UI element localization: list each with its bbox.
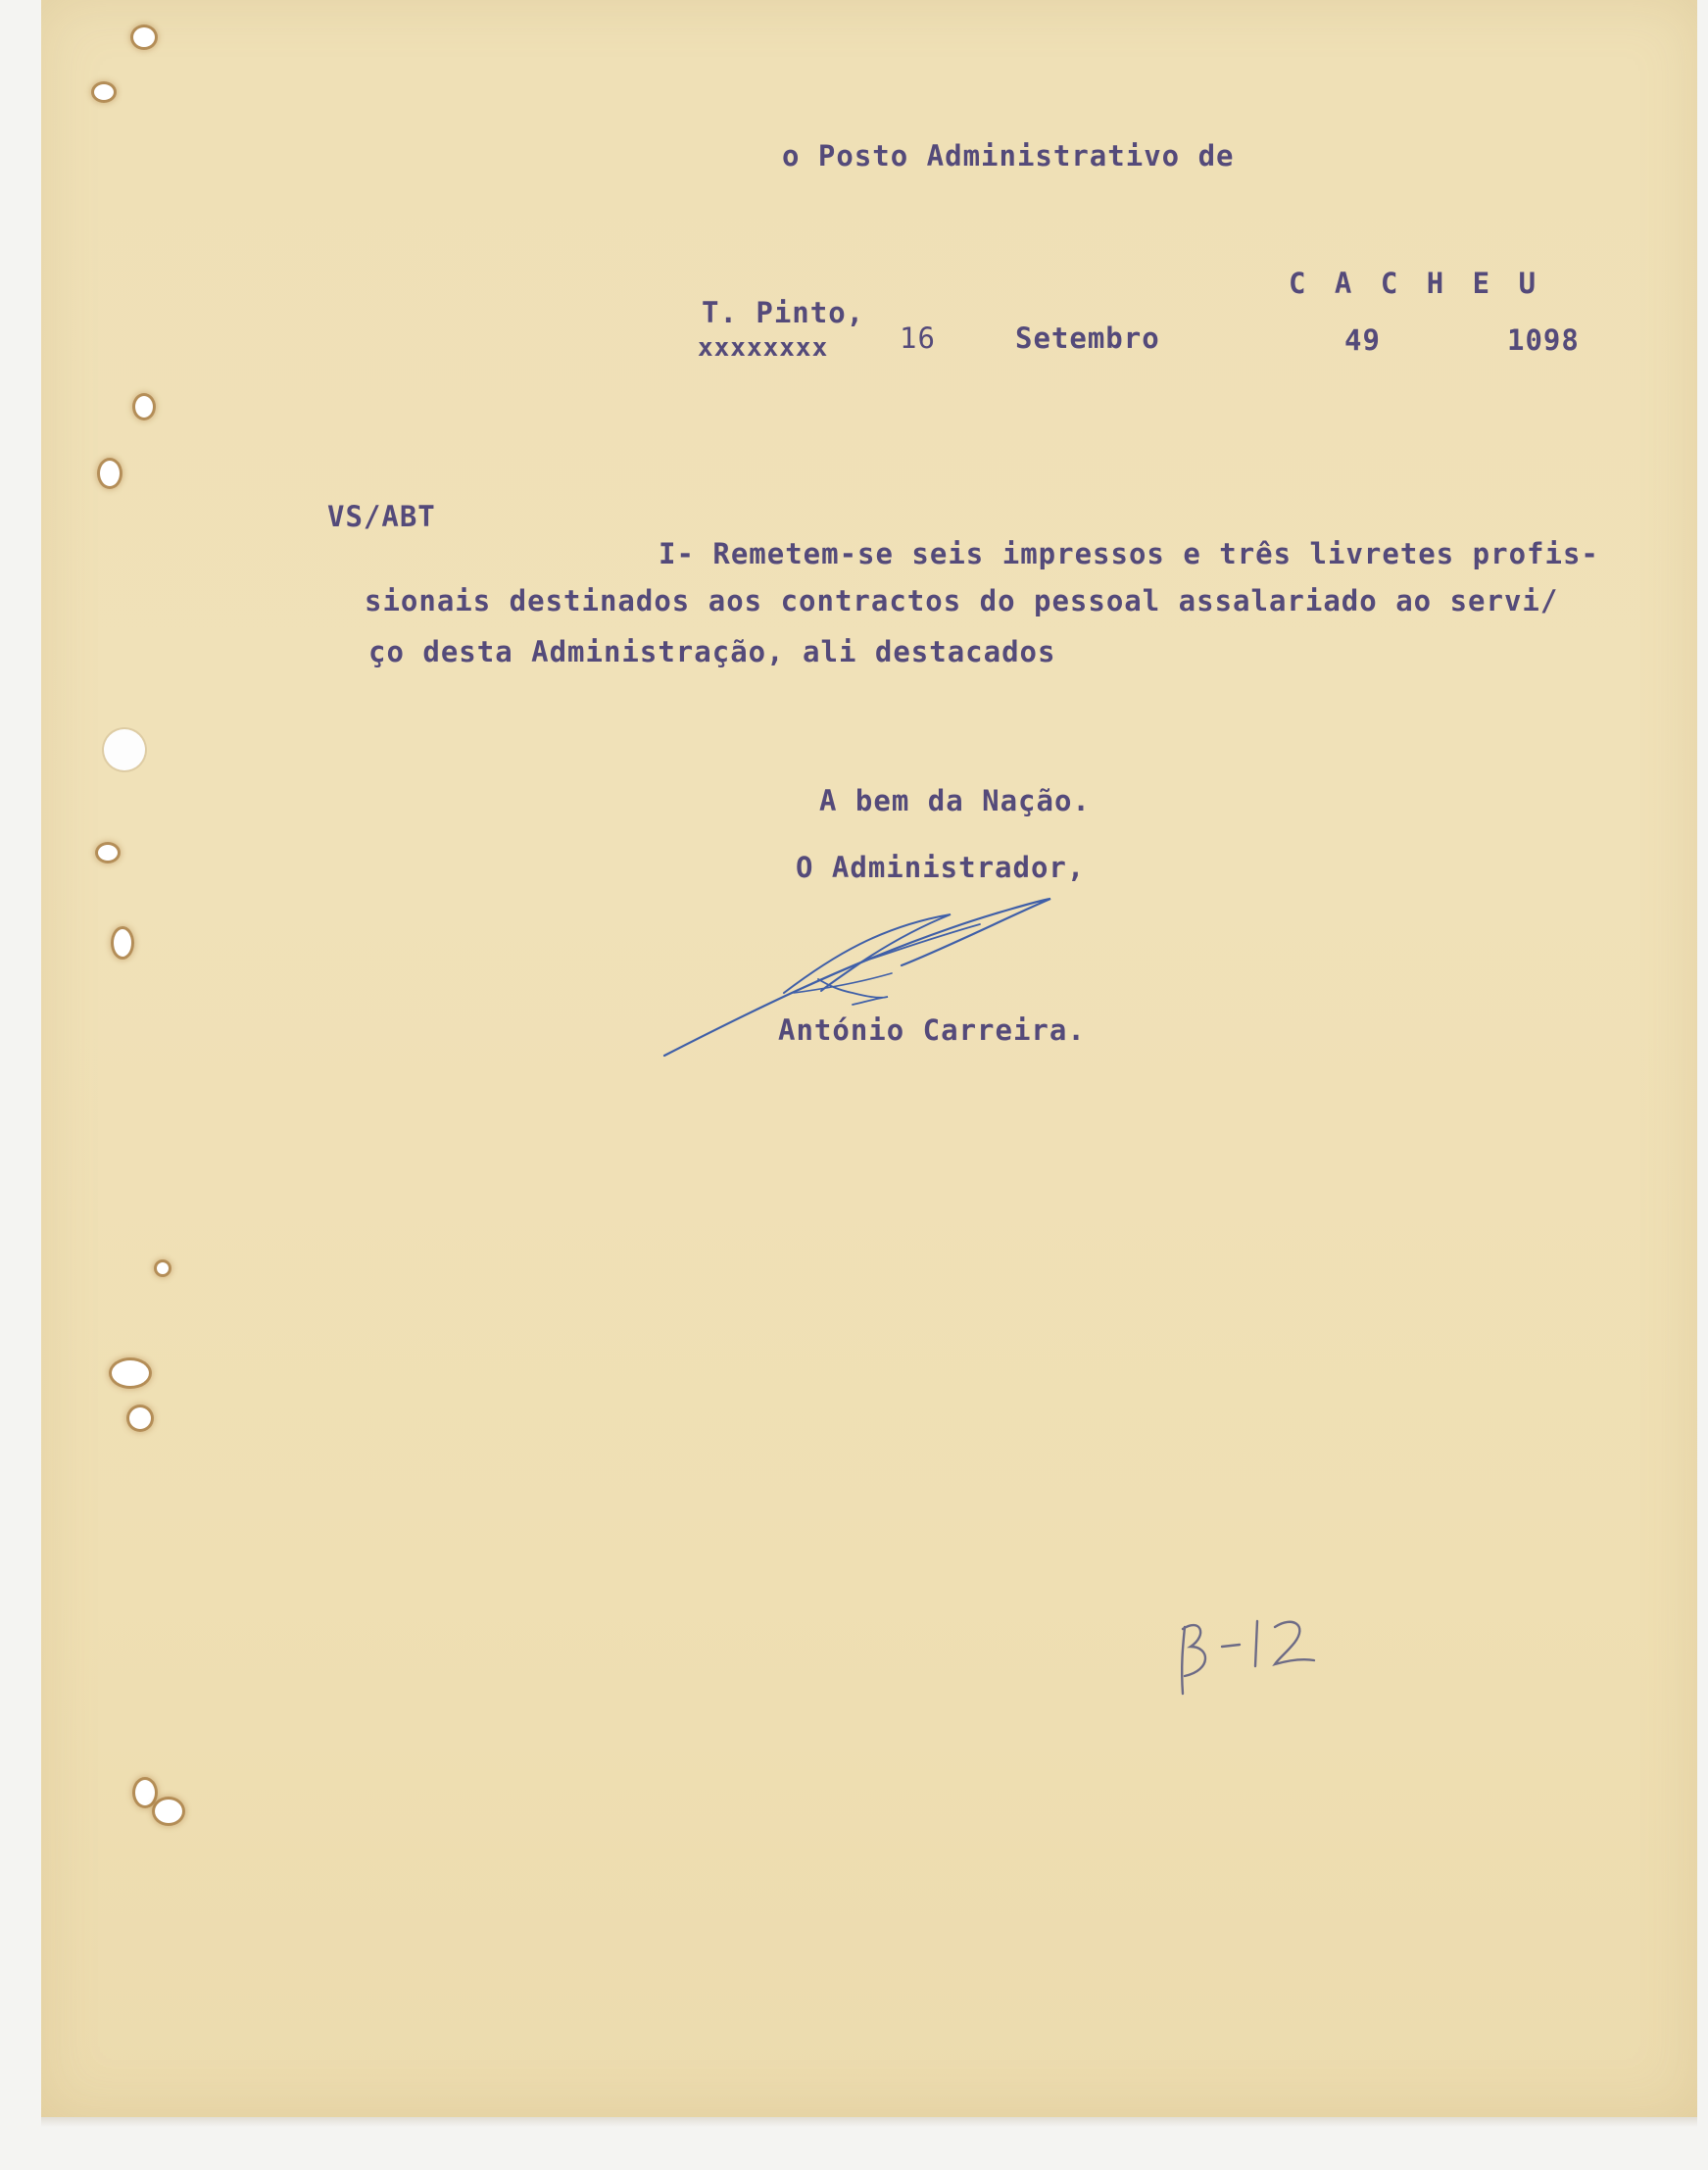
closing-name: António Carreira.: [778, 1013, 1086, 1047]
burn-hole: [114, 929, 131, 957]
burn-hole: [94, 84, 114, 100]
burn-hole: [135, 396, 153, 418]
header-line: o Posto Administrativo de: [782, 139, 1235, 173]
burn-hole: [135, 1780, 155, 1805]
body-line-2: sionais destinados aos contractos do pessoal assalariado ao servi/: [365, 584, 1559, 617]
date-struck-text: xxxxxxxx: [698, 333, 829, 363]
date-month: Setembro: [1015, 321, 1160, 355]
burn-hole: [155, 1800, 182, 1823]
burn-hole: [133, 27, 155, 47]
punch-hole: [104, 729, 145, 770]
date-day: 16: [900, 321, 936, 355]
date-place: T. Pinto,: [702, 296, 865, 329]
pencil-annotation-text: B-12: [1171, 1696, 1174, 1697]
document-number: 1098: [1507, 323, 1580, 357]
closing-salutation: A bem da Nação.: [819, 784, 1091, 817]
reference-code: VS/ABT: [327, 500, 436, 533]
burn-hole: [157, 1262, 169, 1274]
burn-hole: [129, 1407, 151, 1429]
burn-hole: [100, 461, 120, 486]
closing-role: O Administrador,: [796, 851, 1086, 884]
pencil-annotation: [1171, 1607, 1328, 1701]
burn-hole: [112, 1360, 149, 1386]
header-place: C A C H E U: [1289, 267, 1542, 300]
body-line-3: ço desta Administração, ali destacados: [368, 635, 1056, 668]
paper-bottom-edge: [41, 2117, 1697, 2127]
body-line-1: I- Remetem-se seis impressos e três livretes profis-: [659, 537, 1599, 570]
burn-hole: [98, 845, 118, 861]
date-year: 49: [1344, 323, 1381, 357]
